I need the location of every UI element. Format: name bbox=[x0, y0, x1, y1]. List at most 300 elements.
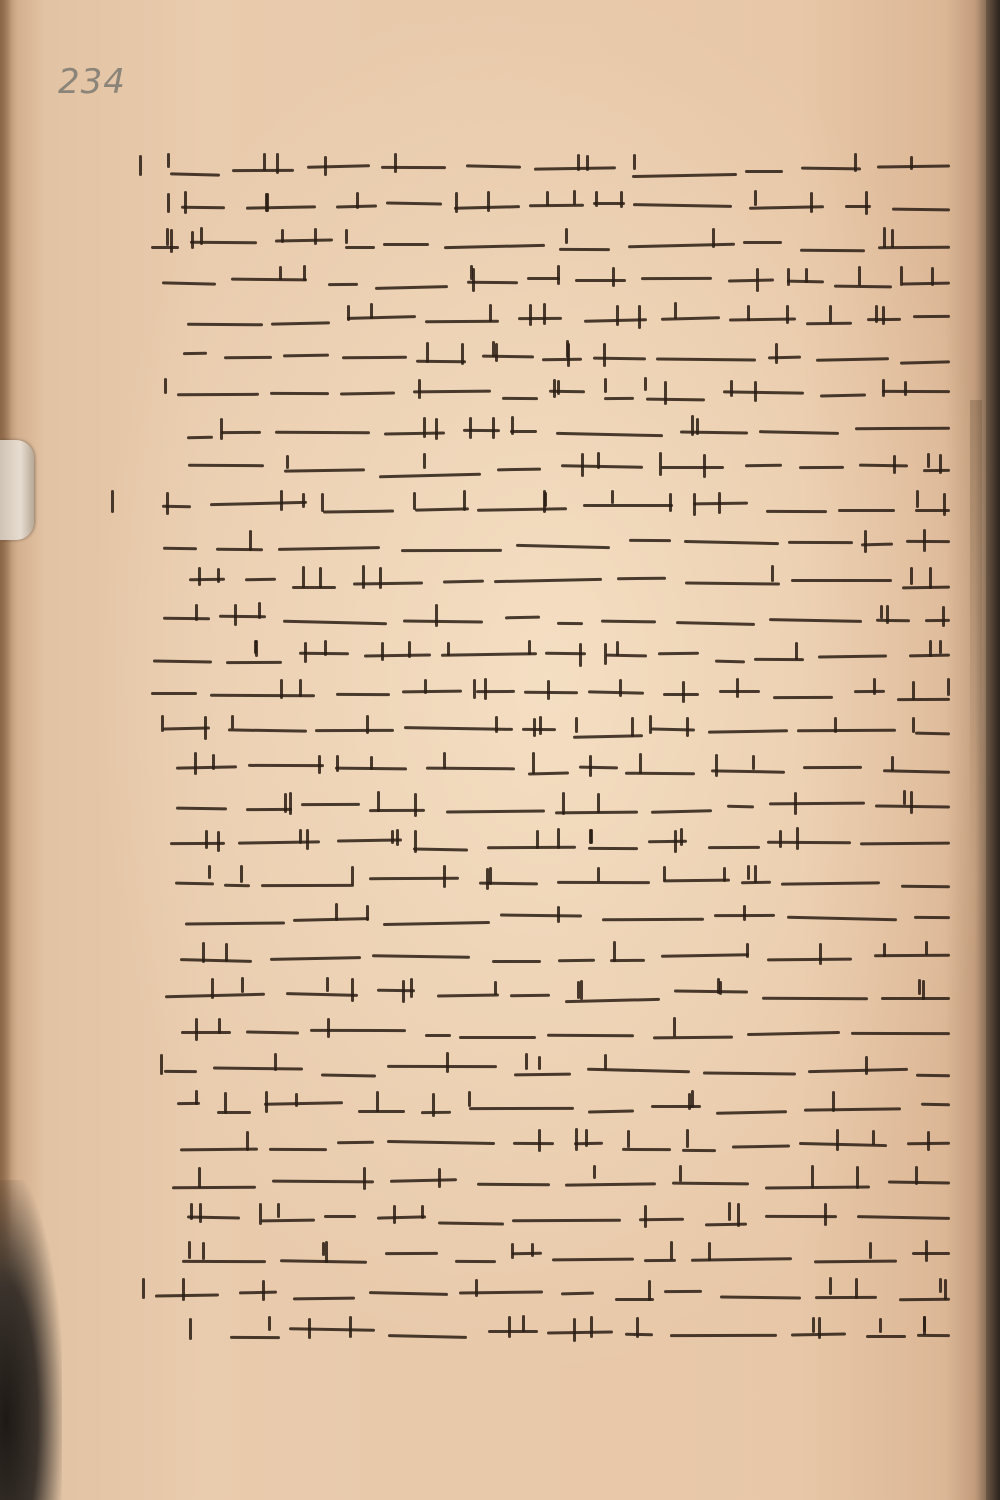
ink-ascender bbox=[771, 565, 774, 582]
ink-ascender bbox=[200, 227, 203, 245]
ink-stroke bbox=[732, 1144, 790, 1148]
ink-ascender bbox=[472, 268, 475, 292]
ink-stroke bbox=[516, 543, 610, 548]
ink-stroke bbox=[900, 361, 950, 365]
ink-ascender bbox=[351, 978, 354, 1001]
ink-stroke bbox=[800, 249, 865, 253]
ink-ascender bbox=[204, 716, 207, 740]
manuscript-line bbox=[152, 1013, 950, 1051]
ink-ascender bbox=[224, 1092, 227, 1113]
ink-stroke bbox=[183, 352, 207, 355]
ink-stroke bbox=[588, 847, 638, 850]
manuscript-line bbox=[160, 525, 950, 563]
ink-ascender bbox=[939, 454, 942, 474]
ink-ascender bbox=[620, 191, 623, 208]
ink-ascender bbox=[111, 490, 114, 514]
ink-stroke bbox=[547, 1033, 634, 1037]
ink-ascender bbox=[736, 678, 739, 698]
ink-stroke bbox=[818, 655, 887, 659]
ink-stroke bbox=[743, 241, 782, 244]
ink-stroke bbox=[534, 166, 616, 170]
ink-stroke bbox=[477, 1183, 550, 1187]
ink-stroke bbox=[588, 690, 644, 694]
ink-ascender bbox=[276, 153, 279, 174]
ink-ascender bbox=[944, 1279, 947, 1300]
ink-ascender bbox=[198, 567, 201, 586]
ink-ascender bbox=[639, 753, 642, 774]
ink-ascender bbox=[414, 830, 417, 854]
manuscript-line bbox=[155, 713, 950, 751]
ink-stroke bbox=[289, 1328, 375, 1333]
ink-stroke bbox=[446, 810, 545, 814]
ink-stroke bbox=[787, 916, 897, 922]
ink-stroke bbox=[766, 510, 827, 513]
ink-stroke bbox=[641, 277, 712, 280]
ink-stroke bbox=[324, 1215, 356, 1218]
ink-stroke bbox=[264, 1101, 343, 1106]
ink-ascender bbox=[929, 567, 932, 589]
ink-stroke bbox=[476, 690, 515, 693]
ink-ascender bbox=[922, 980, 925, 1000]
ink-stroke bbox=[552, 1258, 634, 1262]
ink-stroke bbox=[425, 1034, 451, 1037]
ink-ascender bbox=[489, 867, 492, 884]
ink-stroke bbox=[163, 546, 197, 549]
ink-ascender bbox=[299, 829, 302, 843]
ink-stroke bbox=[275, 430, 370, 434]
ink-stain bbox=[0, 1180, 62, 1500]
ink-stroke bbox=[559, 248, 610, 251]
ink-stroke bbox=[272, 1179, 374, 1183]
ink-ascender bbox=[231, 715, 234, 730]
ink-stroke bbox=[153, 660, 212, 664]
ink-stroke bbox=[261, 884, 354, 887]
ink-stroke bbox=[221, 431, 261, 434]
ink-ascender bbox=[754, 381, 757, 403]
manuscript-line bbox=[165, 975, 950, 1013]
ink-stroke bbox=[711, 769, 785, 773]
ink-stroke bbox=[602, 917, 704, 921]
ink-ascender bbox=[873, 678, 876, 695]
ink-stroke bbox=[342, 356, 407, 359]
ink-ascender bbox=[794, 792, 797, 815]
ink-stroke bbox=[881, 997, 950, 1000]
manuscript-line bbox=[230, 1313, 950, 1351]
ink-stroke bbox=[658, 652, 699, 656]
ink-ascender bbox=[595, 191, 598, 206]
ink-stroke bbox=[226, 661, 282, 664]
ink-stroke bbox=[280, 1259, 367, 1264]
ink-stroke bbox=[487, 846, 576, 850]
ink-ascender bbox=[795, 642, 798, 659]
ink-stroke bbox=[921, 1102, 950, 1106]
ink-stroke bbox=[816, 357, 889, 361]
ink-stroke bbox=[767, 958, 852, 962]
ink-ascender bbox=[435, 604, 438, 627]
ink-ascender bbox=[579, 643, 582, 667]
ink-ascender bbox=[447, 642, 450, 656]
ink-stroke bbox=[482, 354, 534, 358]
ink-stroke bbox=[892, 208, 950, 212]
ink-ascender bbox=[597, 867, 600, 882]
ink-ascender bbox=[918, 979, 921, 995]
manuscript-line bbox=[180, 1125, 950, 1163]
ink-stroke bbox=[492, 960, 541, 963]
ink-stroke bbox=[759, 430, 839, 435]
ink-ascender bbox=[286, 455, 289, 470]
ink-ascender bbox=[649, 715, 652, 734]
ink-ascender bbox=[538, 1129, 541, 1152]
manuscript-line bbox=[187, 1200, 950, 1238]
ink-ascender bbox=[882, 379, 885, 397]
ink-stroke bbox=[286, 992, 358, 997]
ink-ascender bbox=[289, 792, 292, 815]
manuscript-line bbox=[176, 750, 951, 788]
ink-stroke bbox=[604, 397, 634, 400]
ink-stroke bbox=[172, 1185, 256, 1189]
ink-ascender bbox=[819, 943, 822, 965]
ink-stroke bbox=[292, 586, 336, 589]
ink-stroke bbox=[661, 466, 724, 469]
manuscript-line bbox=[158, 563, 950, 601]
ink-stroke bbox=[663, 878, 730, 882]
ink-stroke bbox=[653, 1036, 733, 1040]
ink-stroke bbox=[163, 617, 210, 621]
ink-stroke bbox=[788, 540, 853, 543]
ink-stroke bbox=[804, 1108, 901, 1112]
ink-ascender bbox=[718, 492, 721, 514]
ink-ascender bbox=[633, 154, 636, 170]
ink-ascender bbox=[612, 267, 615, 287]
ink-ascender bbox=[202, 942, 205, 964]
ink-stroke bbox=[676, 621, 755, 626]
ink-ascender bbox=[754, 190, 757, 207]
ink-ascender bbox=[573, 1318, 576, 1342]
ink-stroke bbox=[628, 243, 735, 249]
ink-ascender bbox=[268, 1316, 271, 1332]
ink-stroke bbox=[708, 729, 788, 733]
ink-stroke bbox=[261, 1219, 315, 1223]
ink-stroke bbox=[388, 1335, 467, 1340]
ink-ascender bbox=[743, 905, 746, 921]
ink-ascender bbox=[284, 793, 287, 812]
ink-stroke bbox=[882, 390, 950, 393]
ink-ascender bbox=[306, 829, 309, 849]
manuscript-line bbox=[160, 900, 950, 938]
ink-ascender bbox=[775, 343, 778, 364]
ink-stroke bbox=[860, 842, 950, 846]
ink-stroke bbox=[293, 917, 369, 922]
ink-ascender bbox=[575, 717, 578, 733]
ink-ascender bbox=[686, 717, 689, 737]
ink-ascender bbox=[903, 790, 906, 805]
ink-stroke bbox=[177, 392, 259, 395]
ink-stroke bbox=[437, 994, 499, 998]
ink-ascender bbox=[644, 377, 647, 391]
ink-stroke bbox=[547, 1331, 613, 1335]
ink-stroke bbox=[912, 1251, 950, 1254]
ink-ascender bbox=[872, 1130, 875, 1145]
ink-stroke bbox=[239, 1290, 277, 1294]
ink-stroke bbox=[213, 1066, 303, 1070]
ink-ascender bbox=[324, 156, 327, 176]
ink-ascender bbox=[461, 343, 464, 365]
ink-ascender bbox=[854, 153, 857, 172]
ink-stroke bbox=[275, 239, 333, 243]
ink-ascender bbox=[929, 640, 932, 658]
ink-ascender bbox=[562, 792, 565, 815]
ink-ascender bbox=[182, 1278, 185, 1301]
ink-stroke bbox=[293, 1296, 355, 1300]
manuscript-line bbox=[175, 863, 950, 901]
ink-stroke bbox=[248, 764, 324, 767]
margin-shadow bbox=[970, 400, 982, 880]
ink-stroke bbox=[170, 172, 220, 176]
ink-stroke bbox=[425, 320, 499, 324]
ink-stroke bbox=[901, 885, 950, 889]
ink-ascender bbox=[195, 604, 198, 621]
ink-ascender bbox=[336, 755, 339, 771]
ink-ascender bbox=[664, 381, 667, 405]
ink-ascender bbox=[208, 865, 211, 879]
ink-ascender bbox=[263, 153, 266, 171]
ink-ascender bbox=[473, 679, 476, 699]
ink-ascender bbox=[511, 416, 514, 436]
ink-ascender bbox=[557, 265, 560, 285]
ink-ascender bbox=[912, 717, 915, 733]
ink-ascender bbox=[693, 493, 696, 516]
ink-ascender bbox=[708, 1242, 711, 1260]
ink-ascender bbox=[939, 640, 942, 654]
ink-stroke bbox=[720, 1296, 801, 1300]
ink-ascender bbox=[680, 828, 683, 847]
ink-stroke bbox=[518, 317, 562, 320]
ink-stroke bbox=[416, 359, 466, 363]
ink-stroke bbox=[708, 846, 760, 849]
ink-ascender bbox=[220, 418, 223, 439]
ink-ascender bbox=[730, 380, 733, 398]
ink-stroke bbox=[854, 689, 885, 692]
ink-ascender bbox=[557, 380, 560, 395]
ink-stroke bbox=[459, 1036, 536, 1039]
ink-stroke bbox=[651, 810, 712, 815]
ink-ascender bbox=[265, 193, 268, 212]
ink-ascender bbox=[426, 342, 429, 363]
ink-stroke bbox=[632, 173, 737, 178]
ink-ascender bbox=[299, 679, 302, 697]
ink-ascender bbox=[597, 793, 600, 813]
ink-ascender bbox=[880, 605, 883, 619]
manuscript-line bbox=[182, 1238, 950, 1276]
ink-ascender bbox=[443, 752, 446, 769]
ink-stroke bbox=[857, 1215, 950, 1220]
ink-ascender bbox=[829, 1277, 832, 1294]
ink-stroke bbox=[769, 619, 862, 624]
ink-stroke bbox=[588, 1110, 634, 1114]
ink-ascender bbox=[787, 268, 790, 286]
bookmark-tab[interactable] bbox=[0, 440, 34, 540]
ink-stroke bbox=[601, 620, 656, 624]
ink-stroke bbox=[916, 1073, 950, 1076]
ink-stroke bbox=[278, 546, 380, 551]
manuscript-line bbox=[162, 263, 950, 301]
ink-stroke bbox=[726, 805, 753, 809]
ink-ascender bbox=[295, 1093, 298, 1107]
ink-ascender bbox=[691, 1090, 694, 1108]
ink-ascender bbox=[170, 229, 173, 252]
ink-ascender bbox=[900, 266, 903, 286]
ink-ascender bbox=[424, 679, 427, 694]
ink-ascender bbox=[604, 378, 607, 393]
ink-ascender bbox=[529, 304, 532, 327]
ink-stroke bbox=[593, 356, 646, 360]
ink-ascender bbox=[525, 1053, 528, 1070]
ink-stroke bbox=[542, 358, 582, 361]
ink-ascender bbox=[925, 1240, 928, 1262]
ink-ascender bbox=[834, 717, 837, 733]
ink-stroke bbox=[584, 319, 647, 324]
handwritten-text-block bbox=[150, 150, 950, 1360]
ink-ascender bbox=[812, 1317, 815, 1334]
ink-ascender bbox=[410, 978, 413, 999]
ink-ascender bbox=[942, 606, 945, 627]
ink-stroke bbox=[170, 842, 225, 845]
ink-ascender bbox=[321, 493, 324, 511]
ink-stroke bbox=[402, 690, 463, 694]
ink-ascender bbox=[234, 604, 237, 627]
ink-ascender bbox=[616, 641, 619, 655]
ink-ascender bbox=[408, 641, 411, 658]
ink-stroke bbox=[444, 244, 545, 249]
ink-ascender bbox=[818, 1317, 821, 1339]
ink-ascender bbox=[254, 640, 257, 654]
manuscript-line bbox=[158, 450, 950, 488]
ink-ascender bbox=[240, 865, 243, 884]
ink-stroke bbox=[224, 884, 250, 888]
ink-stroke bbox=[524, 690, 578, 693]
ink-stroke bbox=[459, 1291, 543, 1295]
ink-stroke bbox=[914, 916, 950, 919]
ink-stroke bbox=[372, 954, 470, 959]
ink-ascender bbox=[463, 490, 466, 511]
ink-stroke bbox=[176, 806, 227, 810]
ink-ascender bbox=[943, 493, 946, 516]
ink-ascender bbox=[166, 492, 169, 514]
ink-ascender bbox=[719, 981, 722, 995]
ink-stroke bbox=[925, 619, 950, 622]
ink-stroke bbox=[377, 1215, 426, 1219]
ink-stroke bbox=[175, 765, 236, 769]
ink-stroke bbox=[496, 467, 540, 471]
ink-stroke bbox=[387, 1065, 497, 1068]
ink-ascender bbox=[381, 642, 384, 660]
ink-ascender bbox=[673, 1017, 676, 1037]
ink-ascender bbox=[167, 153, 170, 167]
ink-stroke bbox=[381, 166, 446, 169]
ink-ascender bbox=[495, 716, 498, 732]
ink-ascender bbox=[324, 640, 327, 657]
ink-stroke bbox=[661, 953, 749, 957]
ink-ascender bbox=[325, 1241, 328, 1263]
ink-ascender bbox=[703, 454, 706, 478]
ink-ascender bbox=[414, 793, 417, 816]
ink-stroke bbox=[574, 1142, 603, 1145]
ink-ascender bbox=[577, 154, 580, 170]
ink-ascender bbox=[580, 980, 583, 1000]
ink-stroke bbox=[401, 549, 502, 552]
ink-ascender bbox=[265, 1091, 268, 1113]
ink-stroke bbox=[514, 1073, 571, 1077]
ink-ascender bbox=[663, 866, 666, 882]
ink-ascender bbox=[184, 191, 187, 213]
ink-stroke bbox=[633, 203, 732, 208]
ink-ascender bbox=[756, 268, 759, 292]
ink-stroke bbox=[762, 997, 868, 1001]
ink-ascender bbox=[249, 530, 252, 552]
ink-stroke bbox=[765, 1185, 870, 1189]
ink-stroke bbox=[745, 464, 782, 468]
ink-ascender bbox=[891, 756, 894, 772]
ink-ascender bbox=[613, 941, 616, 962]
ink-stroke bbox=[781, 882, 880, 886]
ink-stroke bbox=[505, 616, 540, 620]
ink-stroke bbox=[714, 660, 744, 664]
manuscript-line bbox=[176, 788, 950, 826]
ink-ascender bbox=[258, 602, 261, 619]
ink-ascender bbox=[883, 943, 886, 957]
ink-ascender bbox=[349, 1316, 352, 1338]
ink-ascender bbox=[423, 417, 426, 438]
ink-ascender bbox=[188, 1241, 191, 1259]
ink-stroke bbox=[888, 1181, 950, 1185]
ink-ascender bbox=[746, 943, 749, 959]
ink-stroke bbox=[509, 994, 549, 998]
ink-stroke bbox=[674, 989, 748, 993]
ink-ascender bbox=[573, 190, 576, 206]
ink-ascender bbox=[377, 791, 380, 813]
ink-stroke bbox=[901, 282, 950, 286]
ink-stroke bbox=[803, 766, 862, 769]
folio-number: 234 bbox=[58, 62, 126, 102]
ink-stroke bbox=[728, 278, 774, 282]
ink-ascender bbox=[217, 568, 220, 584]
ink-ascender bbox=[494, 981, 497, 995]
ink-ascender bbox=[443, 865, 446, 888]
ink-stroke bbox=[878, 245, 950, 248]
ink-ascender bbox=[205, 830, 208, 849]
ink-ascender bbox=[910, 791, 913, 814]
ink-ascender bbox=[747, 305, 750, 321]
ink-ascender bbox=[533, 718, 536, 737]
ink-ascender bbox=[363, 1167, 366, 1190]
ink-stroke bbox=[629, 539, 671, 542]
ink-stroke bbox=[859, 464, 908, 468]
ink-ascender bbox=[636, 1317, 639, 1338]
ink-stroke bbox=[565, 1182, 656, 1186]
ink-stroke bbox=[561, 1292, 594, 1296]
ink-stroke bbox=[216, 548, 263, 552]
manuscript-line bbox=[151, 225, 950, 263]
ink-ascender bbox=[484, 678, 487, 700]
ink-stroke bbox=[703, 1072, 796, 1076]
ink-ascender bbox=[557, 906, 560, 923]
ink-ascender bbox=[142, 1278, 145, 1299]
ink-stroke bbox=[175, 881, 214, 885]
ink-stroke bbox=[682, 1148, 717, 1151]
ink-stroke bbox=[799, 466, 844, 469]
ink-stroke bbox=[328, 283, 358, 286]
ink-stroke bbox=[917, 1334, 950, 1337]
